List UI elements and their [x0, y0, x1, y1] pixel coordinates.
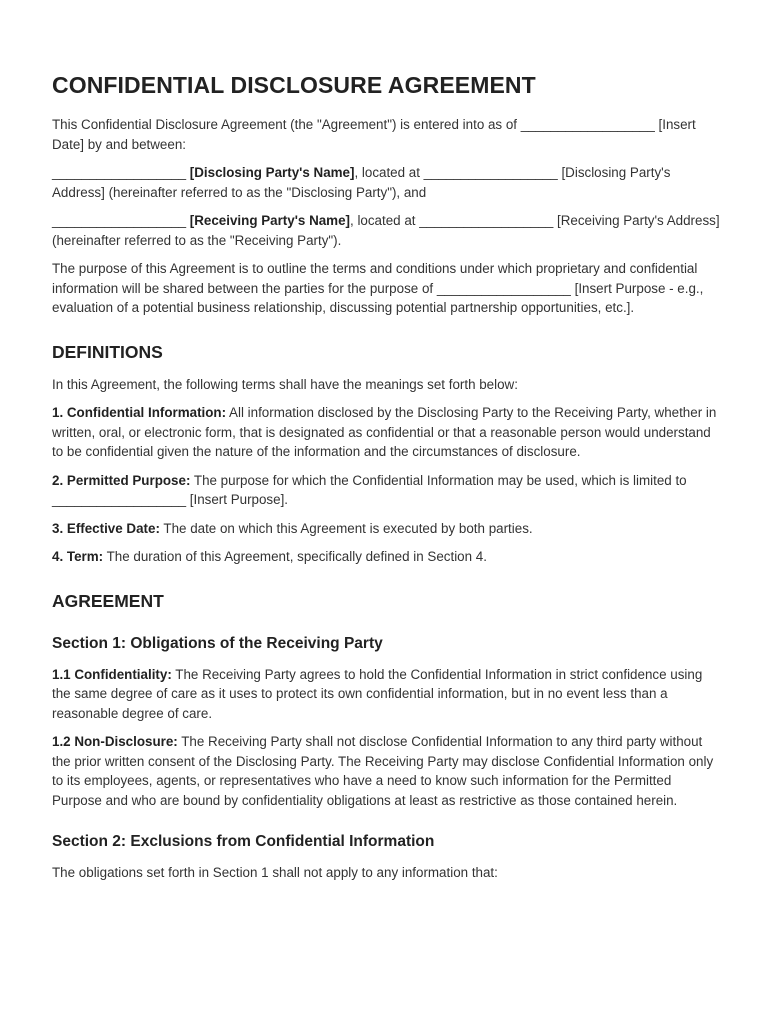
- receiving-party-paragraph: [52, 211, 724, 250]
- intro-paragraph: This Confidential Disclosure Agreement (the "Agreement") is entered into as of __________________ [Insert Date] by and between:: [52, 117, 696, 152]
- definition-text: The duration of this Agreement, specifically defined in Section 4.: [103, 549, 487, 564]
- definition-text: All information disclosed by the Disclosing Party to the Receiving Party, whether in written, oral, or electronic form, that is designated as confidential or that a reasonable person would understand to be confidential given the nature of the information and the circumstances of disclosure.: [52, 405, 717, 459]
- clause-item: [52, 665, 724, 724]
- definition-term: 2. Permitted Purpose:: [52, 472, 191, 488]
- disclosing-party-paragraph: [52, 163, 724, 202]
- receiving-party-name: [Receiving Party's Name]: [189, 213, 350, 228]
- definition-item: [52, 547, 724, 567]
- definition-item: [52, 519, 724, 539]
- definition-item: [52, 471, 724, 510]
- definitions-intro: In this Agreement, the following terms shall have the meanings set forth below:: [52, 376, 518, 392]
- definition-text: The purpose for which the Confidential Information may be used, which is limited to __________________ [Insert Purpose].: [52, 472, 687, 507]
- definition-term: 1. Confidential Information:: [52, 405, 227, 420]
- section2-intro: The obligations set forth in Section 1 shall not apply to any information that:: [52, 865, 498, 880]
- receiving-party-blank: __________________: [52, 213, 190, 228]
- purpose-paragraph: The purpose of this Agreement is to outline the terms and conditions under which proprietary and confidential information will be shared between the parties for the purpose of __________________ [Insert Purpose - e.g., evaluation of a potential business relationship, discussing potential partnership opportunities, etc.].: [52, 261, 704, 315]
- document-page: [52, 70, 724, 892]
- definition-item: [52, 403, 724, 462]
- definition-text: The date on which this Agreement is executed by both parties.: [159, 520, 533, 536]
- clause-item: [52, 732, 724, 810]
- clause-term: 1.2 Non-Disclosure:: [52, 734, 178, 749]
- section1-heading: Section 1: Obligations of the Receiving Party: [52, 634, 383, 652]
- clause-term: 1.1 Confidentiality:: [52, 666, 172, 682]
- disclosing-party-blank: __________________: [52, 165, 190, 180]
- disclosing-party-details: , located at __________________ [Disclosing Party's Address] (hereinafter referred to as the "Disclosing Party"), and: [52, 165, 671, 200]
- clause-text: The Receiving Party agrees to hold the Confidential Information in strict confidence using the same degree of care as it uses to protect its own confidential information, but in no event less than a reasonable degree of care.: [52, 666, 703, 721]
- receiving-party-details: , located at __________________ [Receiving Party's Address] (hereinafter referred to as the "Receiving Party").: [52, 213, 720, 248]
- document-title: CONFIDENTIAL DISCLOSURE AGREEMENT: [52, 72, 536, 98]
- agreement-heading: AGREEMENT: [52, 590, 164, 611]
- definition-term: 3. Effective Date:: [52, 520, 160, 536]
- definition-term: 4. Term:: [52, 549, 104, 564]
- disclosing-party-name: [Disclosing Party's Name]: [189, 165, 355, 180]
- section2-heading: Section 2: Exclusions from Confidential Information: [52, 833, 435, 850]
- definitions-heading: DEFINITIONS: [52, 341, 163, 362]
- clause-text: The Receiving Party shall not disclose Confidential Information to any third party without the prior written consent of the Disclosing Party. The Receiving Party may disclose Confidential Information only to its employees, agents, or representatives who have a need to know such information for the Permitted Purpose and who are bound by confidentiality obligations at least as restrictive as those contained herein.: [52, 734, 714, 808]
